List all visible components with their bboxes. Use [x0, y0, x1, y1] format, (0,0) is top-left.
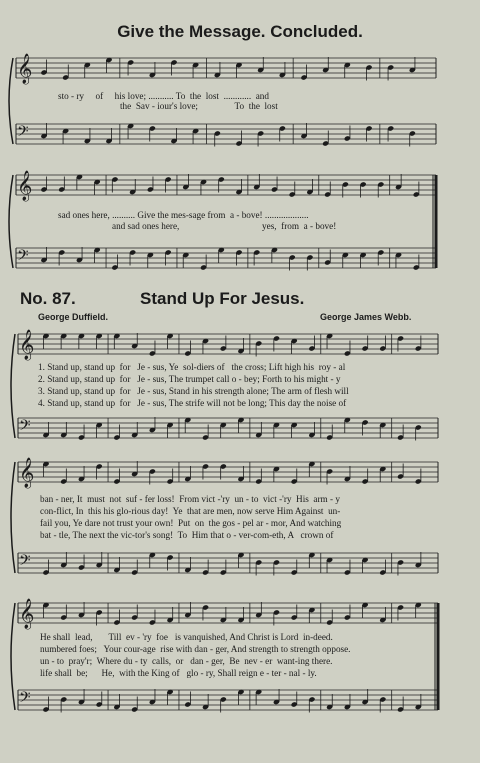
- system-brace: [9, 58, 13, 144]
- system-brace: [11, 462, 15, 573]
- bass-clef-icon: 𝄢: [17, 123, 29, 144]
- hymn-title: Stand Up For Jesus.: [140, 289, 305, 308]
- verse-line: ban - ner, It must not suf - fer loss! From vict -'ry un - to vict -'ry His arm - y: [40, 494, 340, 504]
- page-title: Give the Message. Concluded.: [117, 22, 363, 41]
- verse-line: fail you, Ye dare not trust your own! Put on the gos - pel ar - mor, And watching: [40, 518, 342, 528]
- verse-line: 3. Stand up, stand up for Je - sus, Stand in his strength alone; The arm of flesh will: [38, 386, 349, 396]
- bass-clef-icon: 𝄢: [19, 689, 31, 710]
- system-brace: [9, 175, 13, 268]
- treble-clef-icon: 𝄞: [19, 330, 35, 360]
- lyrics-line: and sad ones here, yes, from a - bove!: [112, 221, 337, 231]
- verse-line: un - to pray'r; Where du - ty calls, or dan - ger, Be nev - er want-ing there.: [40, 656, 333, 666]
- lyrics-line: sto - ry of his love; ........... To the lost ............ and: [58, 91, 269, 101]
- treble-clef-icon: 𝄞: [19, 458, 35, 488]
- lyrics-line: sad ones here, .......... Give the mes-sage from a - bove! ...................: [58, 210, 309, 220]
- bass-clef-icon: 𝄢: [19, 552, 31, 573]
- hymn-author: George Duffield.: [38, 312, 109, 322]
- verse-line: life shall be; He, with the King of glo - ry, Shall reign e - ter - nal - ly.: [40, 668, 317, 678]
- lyrics-line: the Sav - iour's love; To the lost: [120, 101, 278, 111]
- verse-line: numbered foes; Your cour-age rise with dan - ger, And strength to strength oppose.: [40, 644, 351, 654]
- hymn-composer: George James Webb.: [320, 312, 412, 322]
- verse-line: 1. Stand up, stand up for Je - sus, Ye sol-diers of the cross; Lift high his roy - al: [38, 362, 346, 372]
- hymn-number: No. 87.: [20, 289, 76, 308]
- verse-line: bat - tle, The next the vic-tor's song! To Him that o - ver-com-eth, A crown of: [40, 530, 334, 540]
- treble-clef-icon: 𝄞: [19, 599, 35, 629]
- verse-line: 2. Stand up, stand up for Je - sus, The trumpet call o - bey; Forth to his might - y: [38, 374, 341, 384]
- bass-clef-icon: 𝄢: [17, 247, 29, 268]
- bass-clef-icon: 𝄢: [19, 417, 31, 438]
- treble-clef-icon: 𝄞: [17, 171, 33, 201]
- verse-line: con-flict, In this his glo-rious day! Ye that are men, now serve Him Against un-: [40, 506, 341, 516]
- system-brace: [11, 603, 15, 710]
- treble-clef-icon: 𝄞: [17, 54, 33, 84]
- verse-line: 4. Stand up, stand up for Je - sus, The strife will not be long; This day the noise of: [38, 398, 347, 408]
- system-brace: [11, 334, 15, 438]
- verse-line: He shall lead, Till ev - 'ry foe is vanquished, And Christ is Lord in-deed.: [40, 632, 333, 642]
